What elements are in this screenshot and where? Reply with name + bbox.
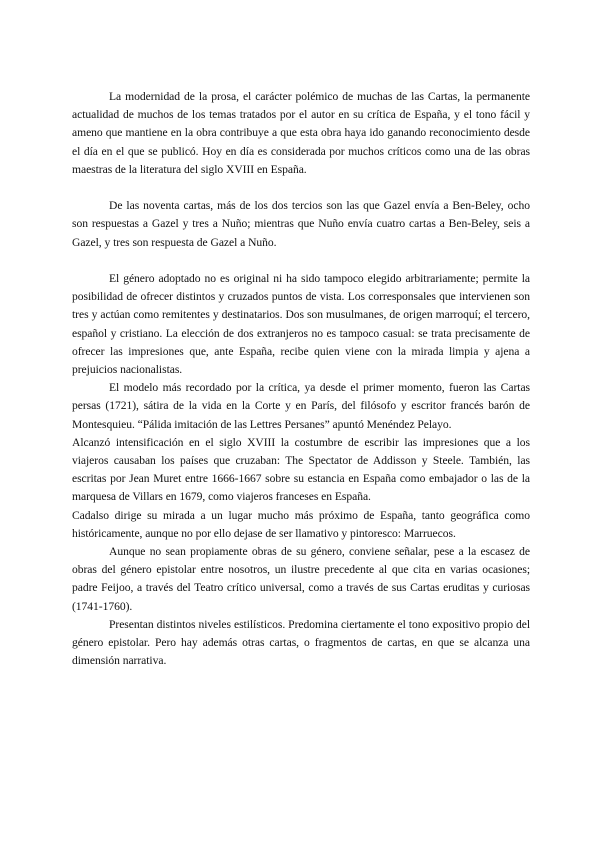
paragraph-modernidad: La modernidad de la prosa, el carácter polémico de muchas de las Cartas, la permanente actualidad de muchos de los temas tratados por el autor en su crítica de España, y el tono fácil y ameno que mantiene en la obra contribuye a que esta obra haya ido ganando reconocimiento desde el día en el que se publicó. Hoy en día es considerada por muchos críticos como una de las obras maestras de la literatura del siglo XVIII en España. xyxy=(72,90,530,176)
paragraph-siglo-xviii: Alcanzó intensificación en el siglo XVIII la costumbre de escribir las impresiones que a los viajeros causaban los países que cruzaban: The Spectator de Addisson y Steele. También, las escritas por Jean Muret entre 1666-1667 sobre su estancia en España como embajador o las de la marquesa de Villars en 1679, como viajeros franceses en España. xyxy=(72,435,530,504)
paragraph-niveles-estilisticos: Presentan distintos niveles estilísticos. Predomina ciertamente el tono expositivo propio del género epistolar. Pero hay además otras cartas, o fragmentos de cartas, en que se alcanza una dimensión narrativa. xyxy=(72,617,530,668)
paragraph-genero-adoptado: El género adoptado no es original ni ha sido tampoco elegido arbitrariamente; permite la posibilidad de ofrecer distintos y cruzados puntos de vista. Los corresponsales que intervienen son tres y actúan como remitentes y destinatarios. Dos son musulmanes, de origen marroquí; el tercero, español y cristiano. La elección de dos extranjeros no es tampoco casual: se trata precisamente de ofrecer las impresiones que, ante España, recibe quien viene con la mirada limpia y ajena a prejuicios nacionalistas. xyxy=(72,272,530,377)
paragraph-noventa-cartas: De las noventa cartas, más de los dos tercios son las que Gazel envía a Ben-Beley, ocho son respuestas a Gazel y tres a Nuño; mientras que Nuño envía cuatro cartas a Ben-Beley, seis a Gazel, y tres son respuesta de Gazel a Nuño. xyxy=(72,199,530,249)
paragraph-cadalso-marruecos: Cadalso dirige su mirada a un lugar mucho más próximo de España, tanto geográfica como históricamente, aunque no por ello dejase de ser llamativo y pintoresco: Marruecos. xyxy=(72,508,530,540)
paragraph-modelo-recordado: El modelo más recordado por la crítica, ya desde el primer momento, fueron las Cartas persas (1721), sátira de la vida en la Corte y en París, del filósofo y escritor francés barón de Montesquieu. “Pálida imitación de las Lettres Persanes” apuntó Menéndez Pelayo. xyxy=(72,381,530,431)
paragraph-feijoo: Aunque no sean propiamente obras de su género, conviene señalar, pese a la escasez de obras del género epistolar entre nosotros, un ilustre precedente al que cita en varias ocasiones; padre Feijoo, a través del Teatro crítico universal, como a través de sus Cartas eruditas y curiosas (1741-1760). xyxy=(72,545,530,613)
